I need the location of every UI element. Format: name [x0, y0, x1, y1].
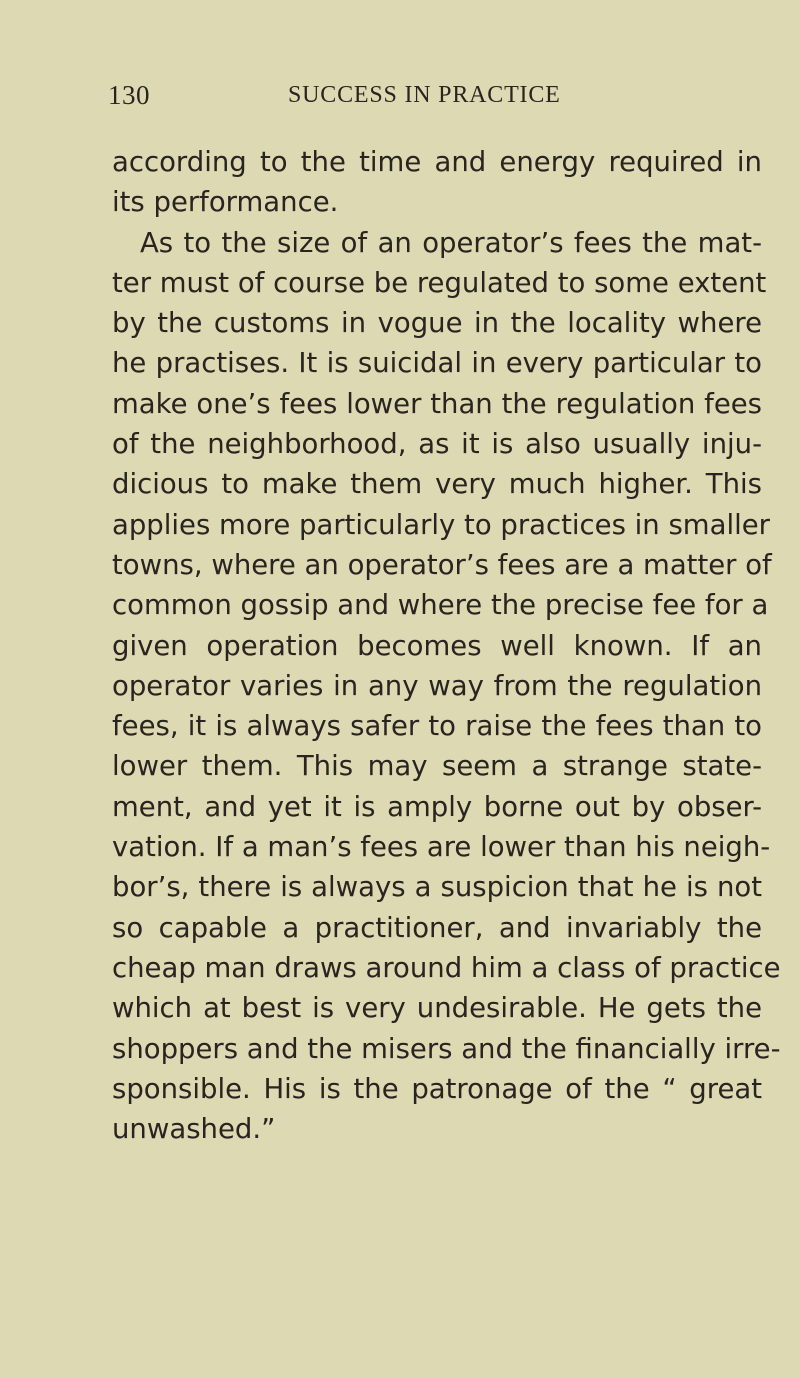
text-line: which at best is very undesirable. He gets the: [112, 992, 762, 1025]
text-line: ter must of course be regulated to some extent: [112, 266, 767, 299]
text-line: make one’s fees lower than the regulation fees: [112, 387, 762, 420]
text-line: vation. If a man’s fees are lower than his neigh-: [112, 831, 771, 864]
running-head: SUCCESS IN PRACTICE: [288, 82, 561, 108]
text-line: shoppers and the misers and the financially irre-: [112, 1032, 781, 1065]
page-number: 130: [108, 80, 150, 110]
text-line: As to the size of an operator’s fees the mat-: [140, 226, 762, 259]
text-line: according to the time and energy required in: [112, 146, 762, 178]
text-line: applies more particularly to practices in smaller: [112, 508, 770, 541]
text-line: its performance.: [112, 186, 339, 219]
text-line: so capable a practitioner, and invariably the: [112, 911, 762, 944]
text-line: fees, it is always safer to raise the fees than to: [112, 710, 762, 743]
text-line: lower them. This may seem a strange state-: [112, 750, 762, 783]
text-line: ment, and yet it is amply borne out by obser-: [112, 790, 762, 823]
text-line: sponsible. His is the patronage of the “ great: [112, 1072, 762, 1105]
text-line: operator varies in any way from the regulation: [112, 669, 762, 702]
text-line: of the neighborhood, as it is also usually inju-: [112, 428, 762, 461]
text-line: by the customs in vogue in the locality where: [112, 307, 762, 340]
page-header: [108, 78, 758, 114]
body-text: [112, 142, 781, 1149]
text-line: he practises. It is suicidal in every particular to: [112, 347, 762, 380]
text-line: towns, where an operator’s fees are a matter of: [112, 548, 772, 581]
text-line: bor’s, there is always a suspicion that he is not: [112, 871, 762, 904]
text-line: given operation becomes well known. If an: [112, 629, 762, 662]
text-line: cheap man draws around him a class of practice: [112, 951, 781, 984]
text-line: common gossip and where the precise fee for a: [112, 589, 769, 622]
text-line: unwashed.”: [112, 1113, 276, 1146]
text-line: dicious to make them very much higher. This: [112, 468, 762, 501]
